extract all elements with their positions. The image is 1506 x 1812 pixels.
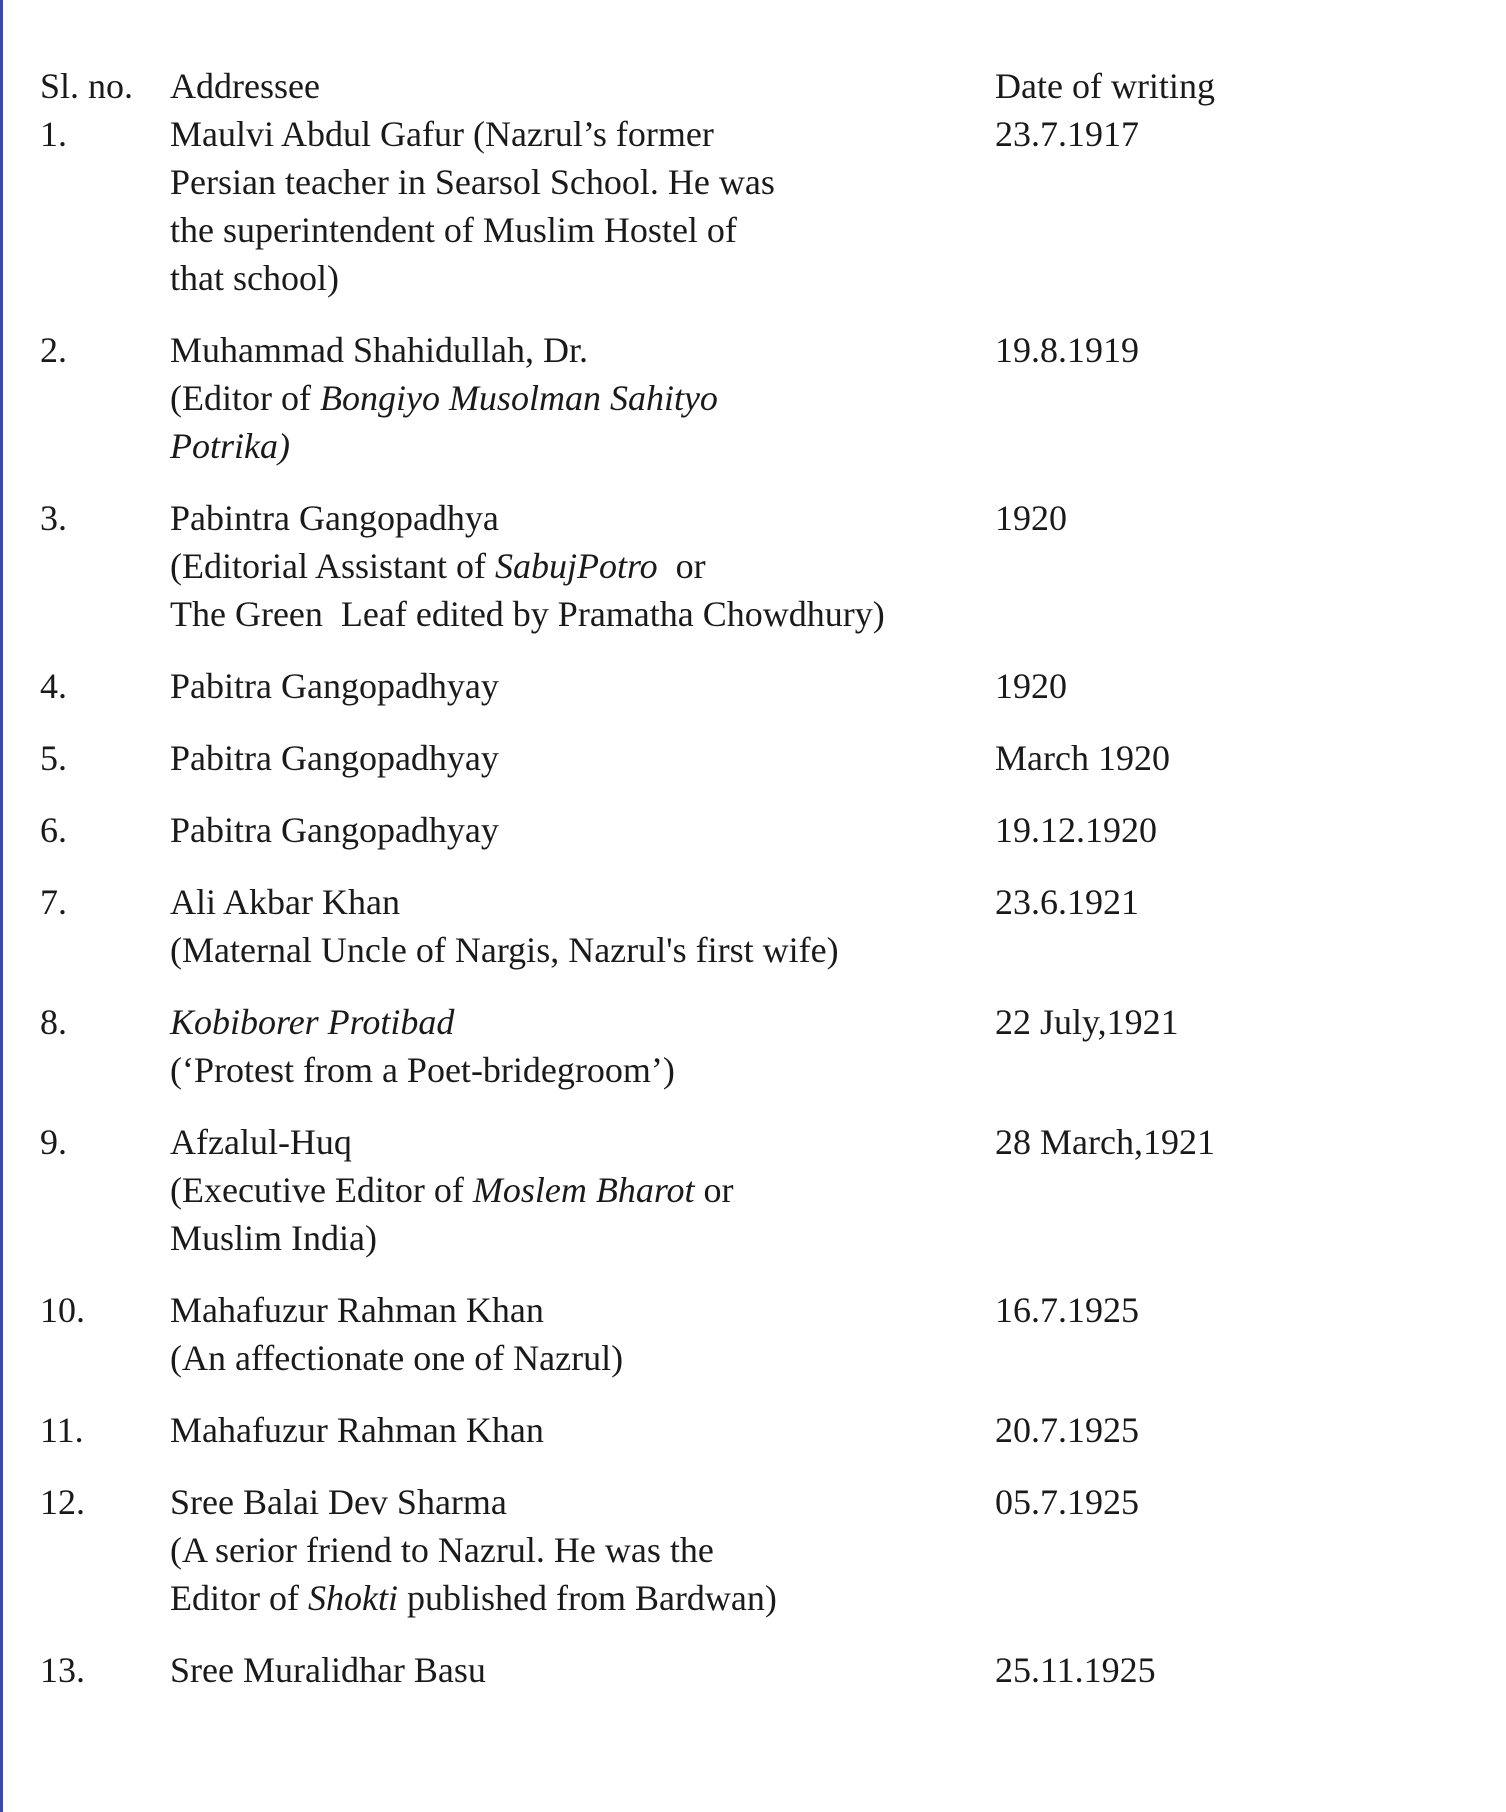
addressee-text: (Editorial Assistant of [170,546,495,586]
date-cell: 23.7.1917 [995,114,1139,154]
page-left-border [0,0,3,1812]
addressee-text: (Editor of [170,378,320,418]
addressee-line [170,374,1020,422]
table-row [40,734,1480,782]
table-row [40,1478,1480,1622]
date-cell: 05.7.1925 [995,1482,1139,1522]
addressee-line [170,998,1020,1046]
table-row [40,326,1480,470]
addressee-line: Pabitra Gangopadhyay [170,666,499,706]
row-number: 6. [40,810,67,850]
addressee-cell [170,878,1020,974]
addressee-cell [170,1478,1020,1622]
header-addressee: Addressee [170,66,320,106]
row-number: 9. [40,1122,67,1162]
addressee-line: Mahafuzur Rahman Khan [170,1290,544,1330]
publication-title: Shokti [307,1578,398,1618]
date-cell: 23.6.1921 [995,882,1139,922]
table-row [40,494,1480,638]
letters-table [40,62,1480,1694]
publication-title: Moslem Bharot [472,1170,695,1210]
table-row [40,1286,1480,1382]
date-cell: 19.8.1919 [995,330,1139,370]
row-number: 3. [40,498,67,538]
addressee-cell [170,998,1020,1094]
date-cell: 22 July,1921 [995,1002,1179,1042]
addressee-line: Muhammad Shahidullah, Dr. [170,330,588,370]
row-number: 7. [40,882,67,922]
date-cell: 20.7.1925 [995,1410,1139,1450]
date-cell: 16.7.1925 [995,1290,1139,1330]
addressee-text: or [694,1170,734,1210]
row-number: 12. [40,1482,85,1522]
addressee-line: (‘Protest from a Poet-bridegroom’) [170,1050,675,1090]
table-row [40,998,1480,1094]
addressee-line: Sree Balai Dev Sharma [170,1482,507,1522]
row-number: 2. [40,330,67,370]
addressee-line [170,1574,1020,1622]
publication-title: Bongiyo Musolman Sahityo [319,378,718,418]
addressee-cell [170,806,1020,854]
letter-title: Kobiborer Protibad [170,1002,455,1042]
table-row [40,110,1480,302]
addressee-cell [170,734,1020,782]
addressee-line [170,542,1020,590]
addressee-line: Pabintra Gangopadhya [170,498,499,538]
addressee-line: Pabitra Gangopadhyay [170,810,499,850]
addressee-cell [170,494,1020,638]
date-cell: 1920 [995,666,1067,706]
addressee-line: the superintendent of Muslim Hostel of [170,210,737,250]
addressee-line: The Green Leaf edited by Pramatha Chowdhury) [170,594,885,634]
row-number: 1. [40,114,67,154]
header-date: Date of writing [995,66,1215,106]
row-number: 8. [40,1002,67,1042]
publication-title: Potrika) [170,426,290,466]
addressee-line: Afzalul-Huq [170,1122,352,1162]
addressee-text: or [657,546,706,586]
addressee-line: Maulvi Abdul Gafur (Nazrul’s former [170,114,714,154]
addressee-text: published from Bardwan) [397,1578,777,1618]
addressee-line: that school) [170,258,339,298]
table-row [40,806,1480,854]
row-number: 11. [40,1410,84,1450]
row-number: 5. [40,738,67,778]
addressee-line: (An affectionate one of Nazrul) [170,1338,624,1378]
header-sl-no: Sl. no. [40,66,134,106]
addressee-cell [170,1646,1020,1694]
addressee-line [170,1166,1020,1214]
row-number: 4. [40,666,67,706]
addressee-line: Persian teacher in Searsol School. He was [170,162,775,202]
addressee-cell [170,326,1020,470]
row-number: 10. [40,1290,85,1330]
addressee-cell [170,1286,1020,1382]
addressee-cell [170,1118,1020,1262]
date-cell: 19.12.1920 [995,810,1157,850]
addressee-line: Sree Muralidhar Basu [170,1650,486,1690]
row-number: 13. [40,1650,85,1690]
addressee-text: Editor of [170,1578,308,1618]
table-row [40,878,1480,974]
table-row [40,1118,1480,1262]
addressee-line: (A serior friend to Nazrul. He was the [170,1530,714,1570]
table-row [40,662,1480,710]
addressee-line: Ali Akbar Khan [170,882,400,922]
addressee-line: (Maternal Uncle of Nargis, Nazrul's first wife) [170,930,839,970]
addressee-line: Pabitra Gangopadhyay [170,738,499,778]
publication-title: SabujPotro [494,546,658,586]
addressee-line [170,422,1020,470]
addressee-text: (Executive Editor of [170,1170,473,1210]
addressee-line: Muslim India) [170,1218,377,1258]
addressee-line: Mahafuzur Rahman Khan [170,1410,544,1450]
table-row [40,1406,1480,1454]
addressee-cell [170,662,1020,710]
table-header [40,62,1480,110]
table-row [40,1646,1480,1694]
date-cell: 28 March,1921 [995,1122,1215,1162]
date-cell: 25.11.1925 [995,1650,1156,1690]
addressee-cell [170,1406,1020,1454]
date-cell: 1920 [995,498,1067,538]
date-cell: March 1920 [995,738,1170,778]
addressee-cell [170,110,1020,302]
